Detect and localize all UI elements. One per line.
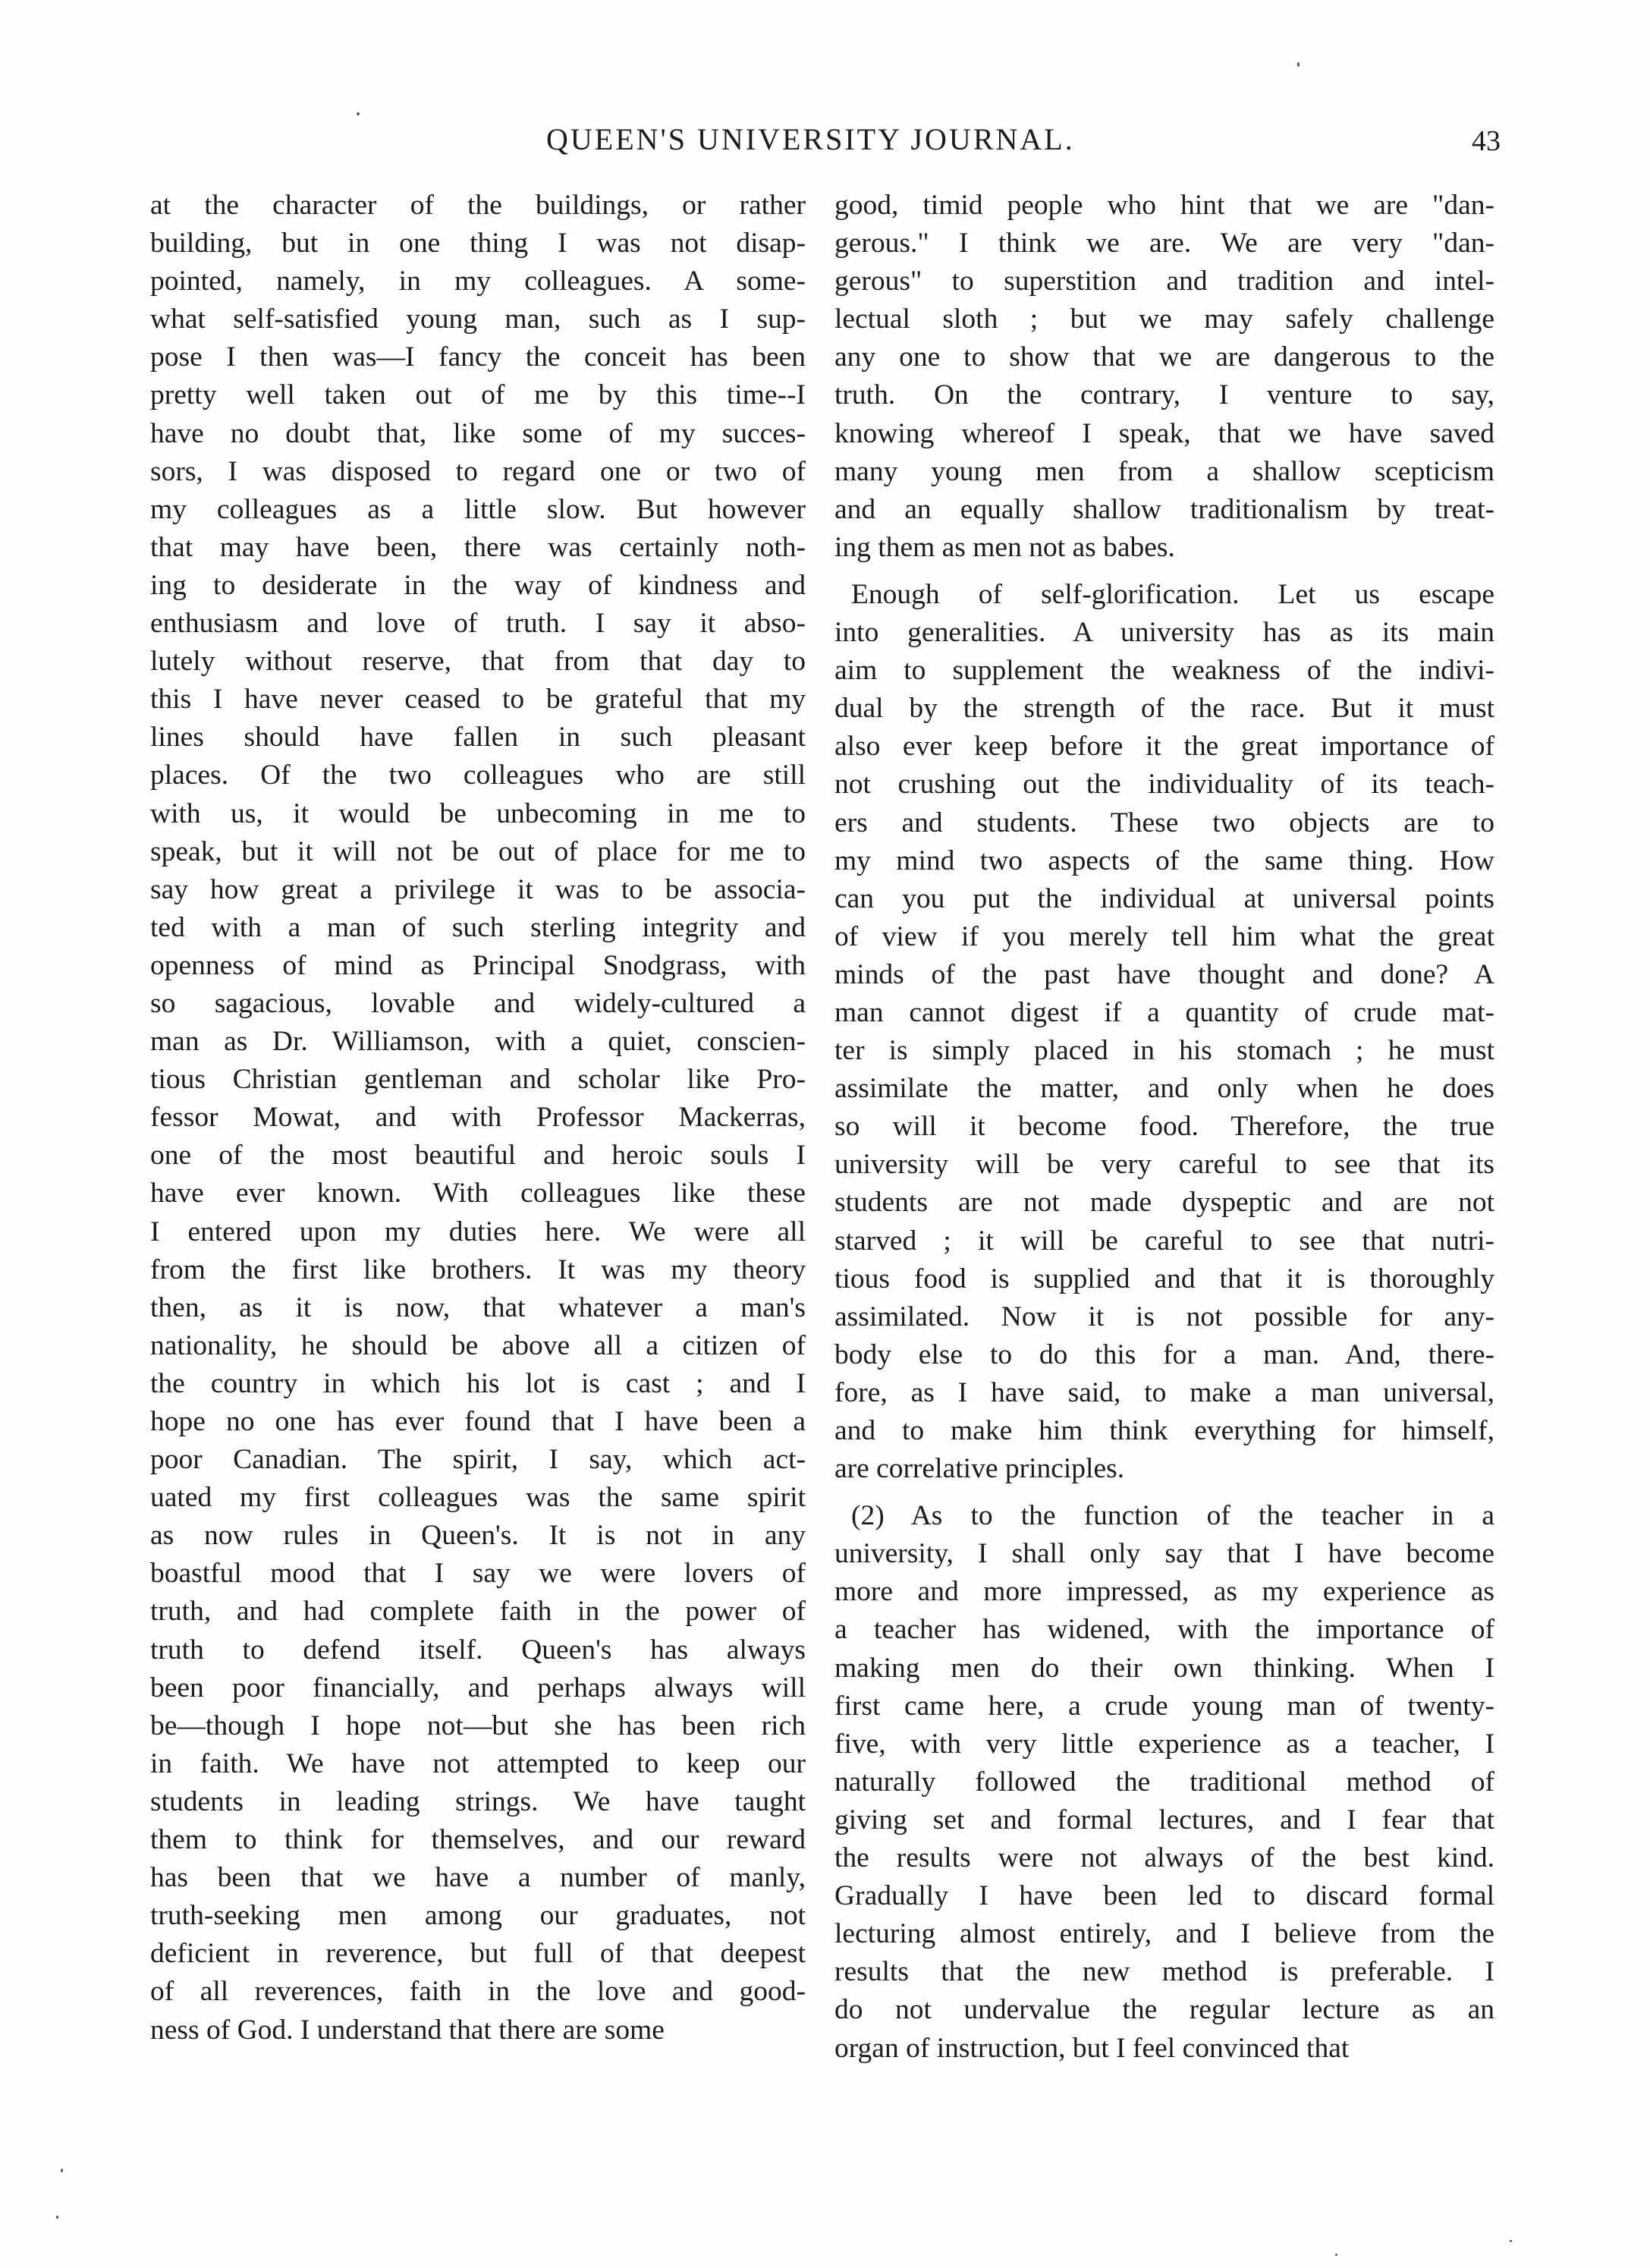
running-head <box>0 121 1650 167</box>
text-line: have no doubt that, like some of my succes- <box>150 417 806 449</box>
text-line: more and more impressed, as my experience as <box>834 1576 1494 1608</box>
text-line: any one to show that we are dangerous to the <box>834 341 1494 373</box>
text-line: gerous." I think we are. We are very "dan- <box>834 228 1494 260</box>
text-line: as now rules in Queen's. It is not in any <box>150 1520 806 1552</box>
text-line: knowing whereof I speak, that we have saved <box>834 417 1494 449</box>
text-line: pointed, namely, in my colleagues. A some- <box>150 266 806 297</box>
text-line: a teacher has widened, with the importance of <box>834 1614 1494 1646</box>
text-line: been poor financially, and perhaps always will <box>150 1672 806 1703</box>
text-line: university, I shall only say that I have become <box>834 1538 1494 1570</box>
journal-title: QUEEN'S UNIVERSITY JOURNAL. <box>546 122 1075 156</box>
text-line: I entered upon my duties here. We were all <box>150 1216 806 1247</box>
text-line: good, timid people who hint that we are "dan- <box>834 190 1494 221</box>
right-column <box>834 187 1494 2068</box>
text-line: minds of the past have thought and done? A <box>834 958 1494 990</box>
text-line: university will be very careful to see that its <box>834 1149 1494 1181</box>
text-line: from the first like brothers. It was my theory <box>150 1254 806 1285</box>
text-line: at the character of the buildings, or rather <box>150 190 806 221</box>
text-line: have ever known. With colleagues like these <box>150 1178 806 1209</box>
text-line: into generalities. A university has as its main <box>834 617 1494 649</box>
text-line: truth, and had complete faith in the power of <box>150 1596 806 1628</box>
text-line: of all reverences, faith in the love and good- <box>150 1976 806 2008</box>
text-line: giving set and formal lectures, and I fear that <box>834 1804 1494 1835</box>
text-line: students are not made dyspeptic and are not <box>834 1187 1494 1219</box>
text-line: this I have never ceased to be grateful that my <box>150 684 806 716</box>
text-line: lines should have fallen in such pleasant <box>150 722 806 753</box>
text-line: boastful mood that I say we were lovers of <box>150 1558 806 1590</box>
text-line: gerous" to superstition and tradition and intel- <box>834 266 1494 297</box>
text-line: aim to supplement the weakness of the indivi- <box>834 655 1494 687</box>
paper-speck <box>61 2169 63 2172</box>
text-line: man as Dr. Williamson, with a quiet, conscien- <box>150 1026 806 1058</box>
text-line: tious Christian gentleman and scholar like Pro- <box>150 1064 806 1096</box>
text-line: not crushing out the individuality of its teach- <box>834 769 1494 801</box>
paper-speck <box>1297 62 1300 67</box>
text-line: man cannot digest if a quantity of crude mat- <box>834 996 1494 1028</box>
text-line: the results were not always of the best kind. <box>834 1842 1494 1874</box>
text-line: in faith. We have not attempted to keep our <box>150 1747 806 1779</box>
text-line: making men do their own thinking. When I <box>834 1652 1494 1684</box>
paper-speck <box>357 112 360 115</box>
text-line: lutely without reserve, that from that day to <box>150 646 806 678</box>
text-line: my mind two aspects of the same thing. How <box>834 845 1494 876</box>
paper-speck <box>1510 2240 1512 2242</box>
text-line: then, as it is now, that whatever a man's <box>150 1291 806 1323</box>
text-line: pretty well taken out of me by this time--I <box>150 379 806 411</box>
text-line: so will it become food. Therefore, the true <box>834 1111 1494 1143</box>
text-line: so sagacious, lovable and widely-cultured a <box>150 987 806 1019</box>
text-line: places. Of the two colleagues who are still <box>150 760 806 791</box>
text-line: five, with very little experience as a teacher, I <box>834 1728 1494 1760</box>
text-line: truth. On the contrary, I venture to say, <box>834 379 1494 411</box>
text-line: poor Canadian. The spirit, I say, which act- <box>150 1444 806 1476</box>
text-line: assimilated. Now it is not possible for any- <box>834 1301 1494 1332</box>
page-number: 43 <box>1472 125 1501 157</box>
text-line: enthusiasm and love of truth. I say it abso- <box>150 608 806 640</box>
paper-speck <box>1335 2254 1337 2256</box>
text-line: and to make him think everything for himself, <box>834 1415 1494 1446</box>
text-line: nationality, he should be above all a citizen of <box>150 1329 806 1361</box>
paper-speck <box>56 2216 58 2219</box>
paragraph-gap <box>834 1488 1494 1497</box>
paragraph-gap <box>834 567 1494 576</box>
text-line: (2) As to the function of the teacher in a <box>851 1500 1494 1532</box>
text-line: uated my first colleagues was the same spirit <box>150 1482 806 1514</box>
text-line: building, but in one thing I was not disap- <box>150 228 806 260</box>
text-line: pose I then was—I fancy the conceit has been <box>150 341 806 373</box>
text-line: be—though I hope not—but she has been rich <box>150 1710 806 1741</box>
text-line: lectual sloth ; but we may safely challenge <box>834 304 1494 335</box>
text-line: deficient in reverence, but full of that deepest <box>150 1938 806 1970</box>
text-line: many young men from a shallow scepticism <box>834 455 1494 487</box>
text-line: ness of God. I understand that there are some <box>150 2014 665 2046</box>
text-line: tious food is supplied and that it is thoroughly <box>834 1263 1494 1294</box>
text-line: my colleagues as a little slow. But however <box>150 493 806 525</box>
text-line: naturally followed the traditional method of <box>834 1766 1494 1798</box>
text-line: sors, I was disposed to regard one or two of <box>150 455 806 487</box>
text-line: what self-satisfied young man, such as I sup- <box>150 304 806 335</box>
text-line: also ever keep before it the great importance of <box>834 731 1494 763</box>
text-line: ing to desiderate in the way of kindness and <box>150 569 806 601</box>
text-line: do not undervalue the regular lecture as an <box>834 1994 1494 2026</box>
text-line: first came here, a crude young man of twenty- <box>834 1690 1494 1722</box>
text-line: are correlative principles. <box>834 1453 1125 1485</box>
text-line: truth to defend itself. Queen's has always <box>150 1634 806 1666</box>
text-line: say how great a privilege it was to be associa- <box>150 873 806 905</box>
text-line: the country in which his lot is cast ; and I <box>150 1367 806 1399</box>
text-line: starved ; it will be careful to see that nutri- <box>834 1225 1494 1257</box>
text-line: Gradually I have been led to discard formal <box>834 1880 1494 1912</box>
text-line: assimilate the matter, and only when he does <box>834 1073 1494 1105</box>
text-line: dual by the strength of the race. But it must <box>834 693 1494 725</box>
text-line: one of the most beautiful and heroic souls I <box>150 1140 806 1172</box>
text-line: fore, as I have said, to make a man universal, <box>834 1376 1494 1408</box>
text-line: ers and students. These two objects are to <box>834 807 1494 838</box>
text-line: has been that we have a number of manly, <box>150 1862 806 1894</box>
text-line: hope no one has ever found that I have been a <box>150 1406 806 1437</box>
text-line: ted with a man of such sterling integrity and <box>150 911 806 943</box>
text-line: body else to do this for a man. And, there- <box>834 1338 1494 1370</box>
text-line: openness of mind as Principal Snodgrass, with <box>150 949 806 981</box>
text-line: fessor Mowat, and with Professor Mackerras, <box>150 1102 806 1134</box>
text-line: organ of instruction, but I feel convinced that <box>834 2032 1350 2064</box>
text-line: with us, it would be unbecoming in me to <box>150 797 806 829</box>
text-line: students in leading strings. We have taught <box>150 1785 806 1817</box>
text-line: and an equally shallow traditionalism by treat- <box>834 493 1494 525</box>
text-line: lecturing almost entirely, and I believe from the <box>834 1918 1494 1950</box>
text-line: speak, but it will not be out of place for me to <box>150 835 806 867</box>
text-line: can you put the individual at universal points <box>834 882 1494 914</box>
text-line: ing them as men not as babes. <box>834 531 1175 563</box>
text-line: them to think for themselves, and our reward <box>150 1824 806 1856</box>
text-line: ter is simply placed in his stomach ; he must <box>834 1035 1494 1067</box>
text-line: of view if you merely tell him what the great <box>834 920 1494 952</box>
text-line: that may have been, there was certainly noth- <box>150 531 806 563</box>
text-line: results that the new method is preferable. I <box>834 1956 1494 1988</box>
text-line: Enough of self-glorification. Let us escape <box>851 578 1494 610</box>
text-line: truth-seeking men among our graduates, not <box>150 1900 806 1932</box>
left-column <box>150 187 806 2049</box>
